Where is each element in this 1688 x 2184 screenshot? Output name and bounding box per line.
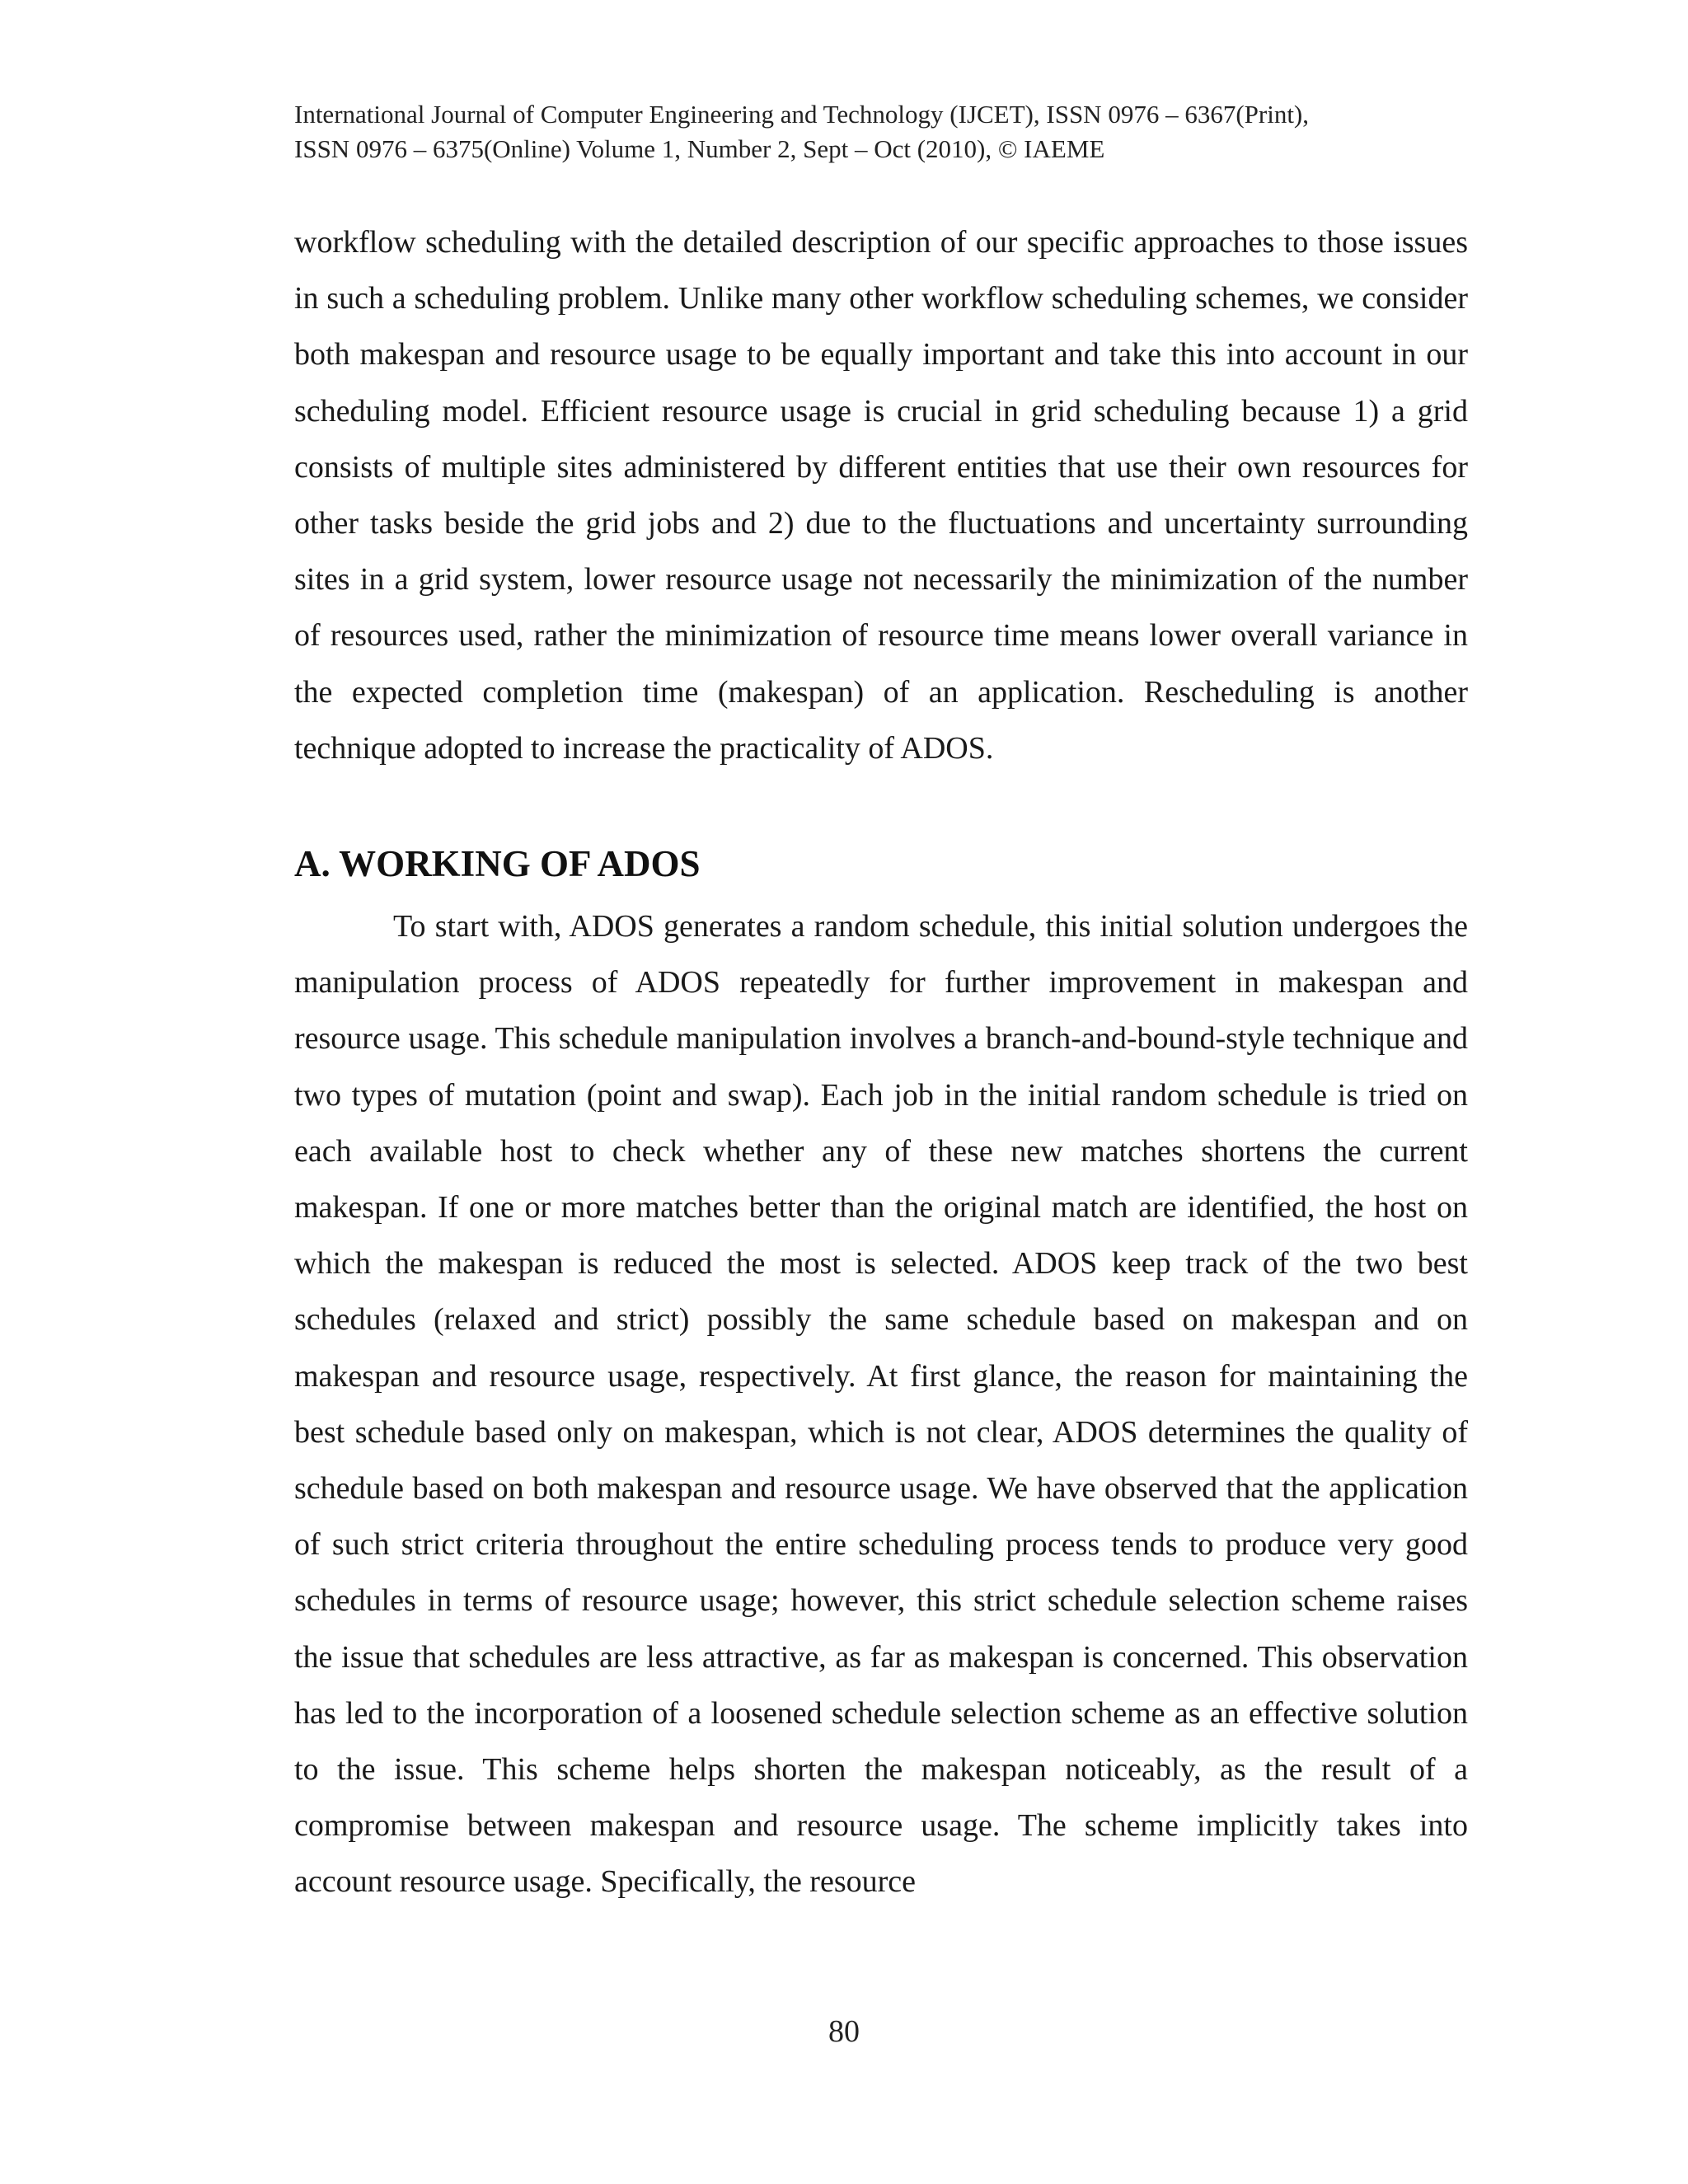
page-number: 80 (828, 2014, 860, 2049)
header-line-2: ISSN 0976 – 6375(Online) Volume 1, Number 2, Sept – Oct (2010), © IAEME (294, 134, 1105, 163)
paragraph-working-of-ados: To start with, ADOS generates a random schedule, this initial solution undergoes the manipulation process of ADOS repeatedly for further improvement in makespan and resource usage. This schedule manipulation involves a branch-and-bound-style technique and two types of mutation (point and swap). Each job in the initial random schedule is tried on each available host to check whether any of these new matches shortens the current makespan. If one or more matches better than the original match are identified, the host on which the makespan is reduced the most is selected. ADOS keep track of the two best schedules (relaxed and strict) possibly the same schedule based on makespan and on makespan and resource usage, respectively. At first glance, the reason for maintaining the best schedule based only on makespan, which is not clear, ADOS determines the quality of schedule based on both makespan and resource usage. We have observed that the application of such strict criteria throughout the entire scheduling process tends to produce very good schedules in terms of resource usage; however, this strict schedule selection scheme raises the issue that schedules are less attractive, as far as makespan is concerned. This observation has led to the incorporation of a loosened schedule selection scheme as an effective solution to the issue. This scheme helps shorten the makespan noticeably, as the result of a compromise between makespan and resource usage. The scheme implicitly takes into account resource usage. Specifically, the resource (294, 909, 1468, 1900)
header-line-1: International Journal of Computer Engineering and Technology (IJCET), ISSN 0976 – 6367(Print), (294, 100, 1310, 129)
section-heading-working-of-ados: A. WORKING OF ADOS (294, 843, 701, 884)
running-header (294, 97, 1481, 166)
paragraph-workflow-scheduling: workflow scheduling with the detailed description of our specific approaches to those issues in such a scheduling problem. Unlike many other workflow scheduling schemes, we consider both makespan and resource usage to be equally important and take this into account in our scheduling model. Efficient resource usage is crucial in grid scheduling because 1) a grid consists of multiple sites administered by different entities that use their own resources for other tasks beside the grid jobs and 2) due to the fluctuations and uncertainty surrounding sites in a grid system, lower resource usage not necessarily the minimization of the number of resources used, rather the minimization of resource time means lower overall variance in the expected completion time (makespan) of an application. Rescheduling is another technique adopted to increase the practicality of ADOS. (294, 225, 1468, 766)
